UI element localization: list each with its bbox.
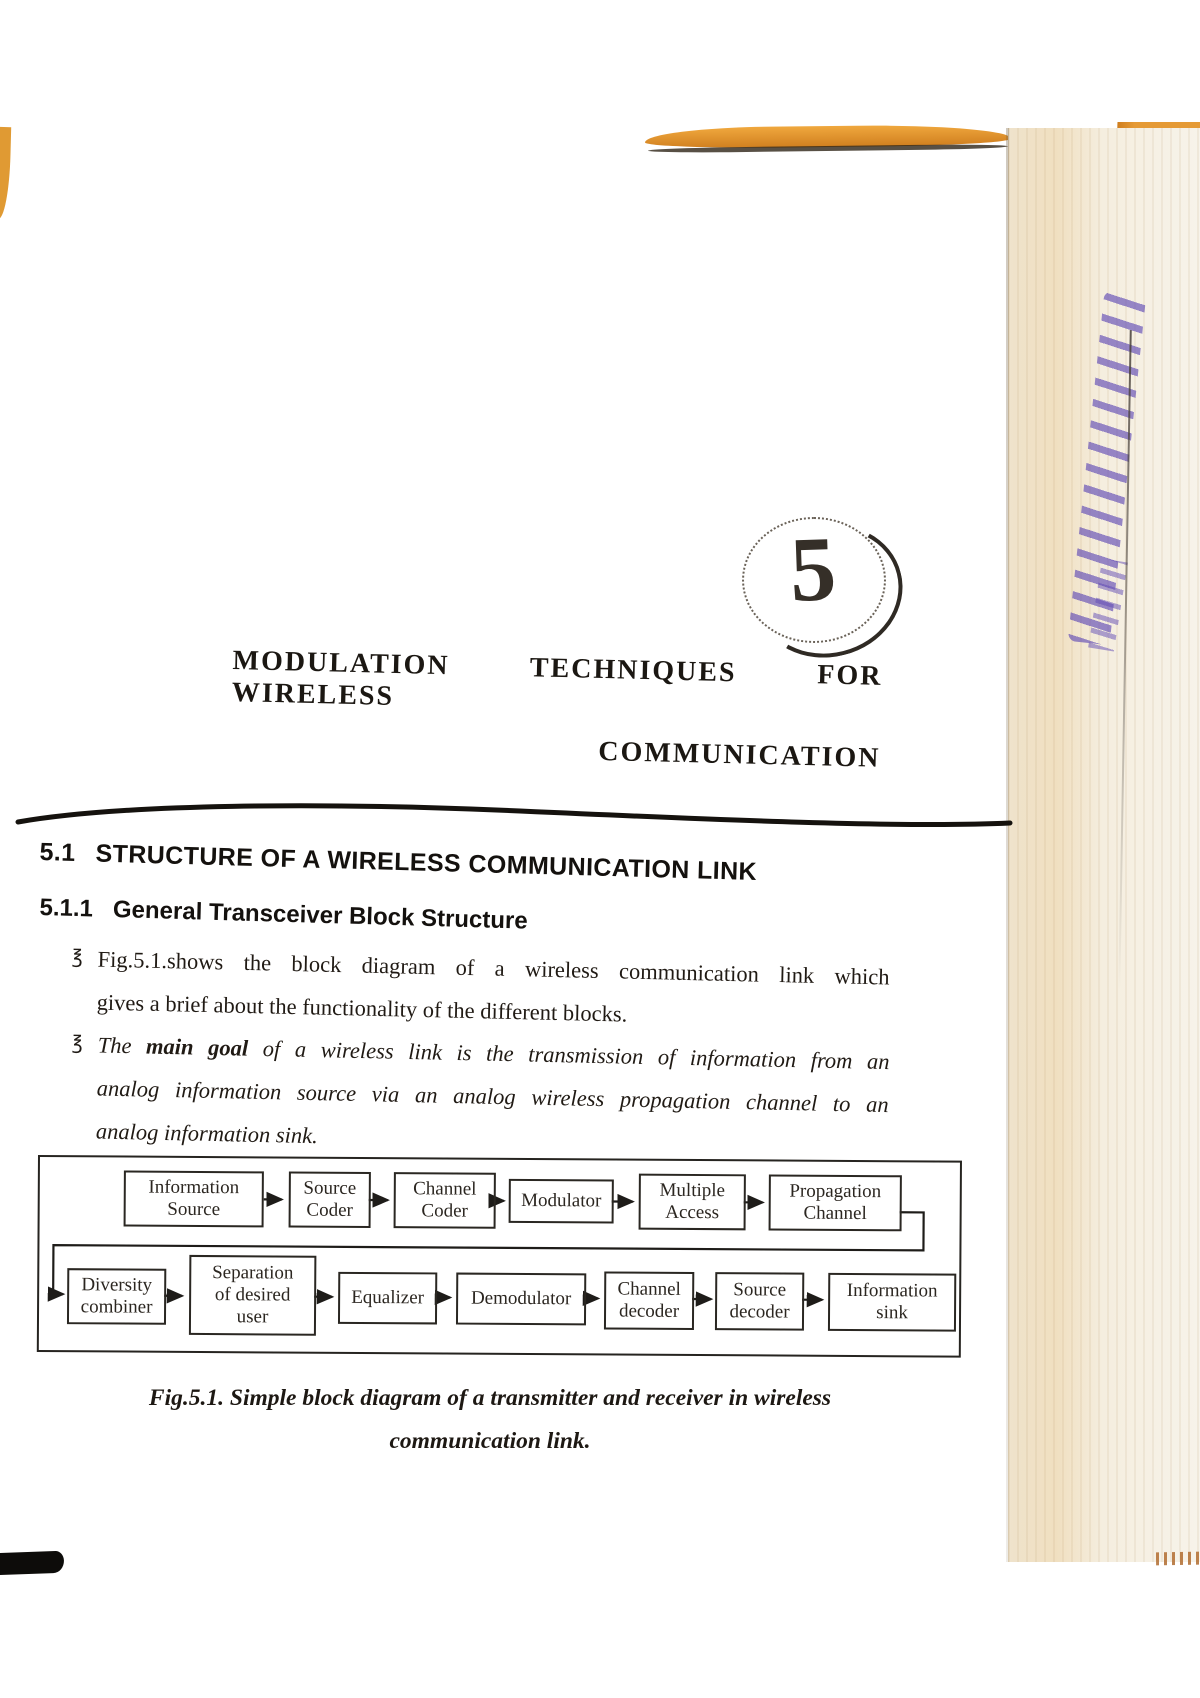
section-number: 5.1 [39,838,76,867]
block-source-coder: Source Coder [289,1172,371,1228]
block-multiple-access: Multiple Access [639,1174,746,1231]
figure-caption-line2: communication link. [389,1428,591,1454]
block-equalizer: Equalizer [338,1272,437,1325]
figure-5-1-block-diagram [37,1155,962,1358]
bullet2-lead: The [97,1032,147,1059]
block-information-source: Information Source [124,1171,264,1228]
scan-marks-bottom-right [1156,1552,1200,1566]
block-channel-coder: Channel Coder [394,1172,496,1229]
bullet2-line1 [97,1033,889,1076]
bullet2-bold-phrase: main goal [145,1033,249,1061]
section-heading-5-1-1 [39,894,528,936]
dingbat-bullet-icon: ℥ [71,946,83,969]
block-source-decoder: Source decoder [715,1272,804,1331]
chapter-number: 5 [788,517,838,621]
figure-caption-line1: Fig.5.1. Simple block diagram of a transmitter and receiver in wireless [148,1385,832,1411]
bullet-item-2 [70,1032,896,1161]
section-heading-5-1 [39,838,757,887]
bullet1-line1: Fig.5.1.shows the block diagram of a wireless communication link which [97,946,890,990]
block-demodulator: Demodulator [456,1273,586,1326]
block-channel-decoder: Channel decoder [604,1271,694,1330]
subsection-title: General Transceiver Block Structure [112,896,529,935]
bullet1-line2: gives a brief about the functionality of the different blocks. [96,989,628,1027]
block-information-sink: Information sink [828,1273,956,1332]
bullet2-line1-rest: of a wireless link is the transmission of information from an [247,1035,890,1075]
chapter-title-line2: COMMUNICATION [597,735,881,774]
scan-shadow-bottom-left [0,1551,64,1575]
block-diversity-combiner: Diversity combiner [67,1268,166,1325]
block-separation-of-desired-user: Separation of desired user [189,1255,316,1336]
figure-caption [60,1385,920,1455]
chapter-title [230,645,883,775]
subsection-number: 5.1.1 [39,894,94,923]
chapter-title-line1: MODULATION TECHNIQUES FOR WIRELESS [231,645,883,712]
section-title: STRUCTURE OF A WIRELESS COMMUNICATION LINK [95,839,758,887]
title-underline-rule [0,780,1030,840]
block-propagation-channel: Propagation Channel [769,1174,902,1231]
book-cover-sliver-left [0,127,11,219]
dingbat-bullet-icon: ℥ [71,1032,83,1055]
bullet2-line2: analog information source via an analog wireless propagation channel to an [96,1075,889,1118]
bullet2-line3: analog information sink. [95,1118,319,1149]
block-modulator: Modulator [509,1179,614,1224]
bullet-item-1 [70,946,895,1034]
page-edge-shadow-line [1006,128,1009,1562]
